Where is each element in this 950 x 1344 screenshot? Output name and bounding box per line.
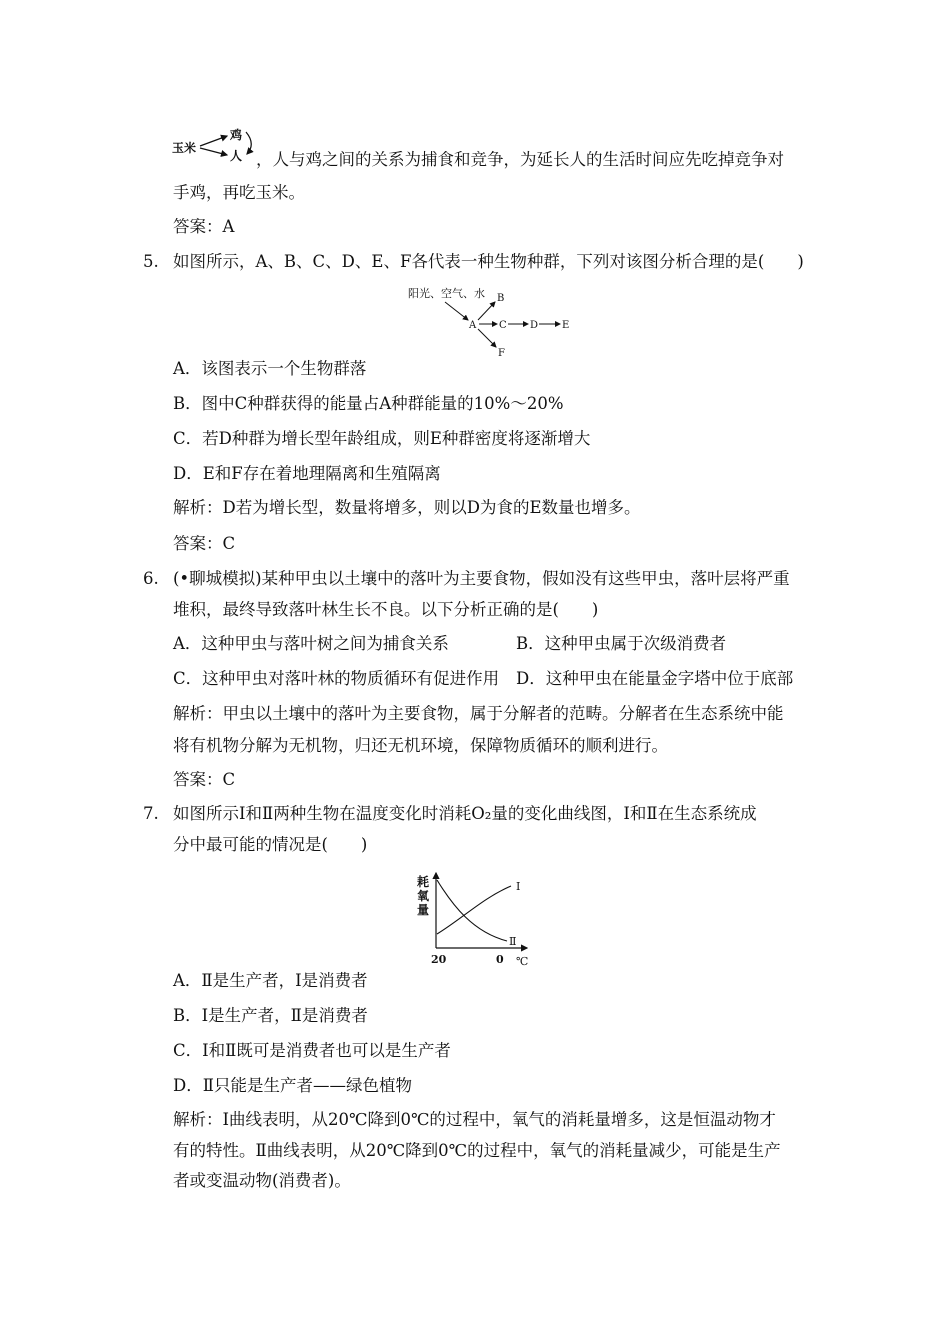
q6-analysis-line2: 将有机物分解为无机物，归还无机环境，保障物质循环的顺利进行。 [173,736,668,755]
human-label: 人 [230,149,243,163]
corn-label: 玉米 [172,141,197,155]
q6-answer: 答案：C [173,770,236,789]
q6-number: 6. [143,569,159,588]
q7-number: 7. [143,804,159,823]
chicken-label: 鸡 [230,128,243,142]
q5-option-c: C．若D种群为增长型年龄组成，则E种群密度将逐渐增大 [173,429,591,448]
q5-node-a: A [469,320,477,331]
q5-stem: 如图所示，A、B、C、D、E、F各代表一种生物种群，下列对该图分析合理的是( ) [173,252,804,271]
y-axis-label-1: 耗 [417,875,430,889]
q5-node-c: C [499,320,507,331]
q5-node-d: D [530,320,539,331]
q5-food-web-diagram [405,282,580,360]
q5-answer: 答案：C [173,534,236,553]
chicken-to-human-arrow [246,132,251,154]
q4-answer: 答案：A [173,217,235,236]
q5-node-f: F [498,348,505,359]
q6-option-a: A．这种甲虫与落叶树之间为捕食关系 [173,634,449,653]
q5-a-to-b-arrow [478,302,495,320]
q6-option-b: B．这种甲虫属于次级消费者 [516,634,727,653]
q6-analysis-line1: 解析：甲虫以土壤中的落叶为主要食物，属于分解者的范畴。分解者在生态系统中能 [173,704,784,723]
y-axis-label-2: 氧 [417,889,430,903]
corn-to-chicken-arrow [200,136,227,146]
q6-option-c: C．这种甲虫对落叶林的物质循环有促进作用 [173,669,500,688]
q5-a-to-f-arrow [478,329,496,347]
curve-I [437,886,511,934]
corn-chicken-human-diagram [170,126,260,166]
q5-node-e: E [562,320,570,331]
x-tick-20: 20 [431,953,447,966]
q5-option-a: A．该图表示一个生物群落 [173,359,367,378]
q7-option-a: A．Ⅱ是生产者，Ⅰ是消费者 [173,971,368,990]
q7-option-d: D．Ⅱ只能是生产者——绿色植物 [173,1076,412,1095]
q7-analysis-line1: 解析：Ⅰ曲线表明，从20℃降到0℃的过程中，氧气的消耗量增多，这是恒温动物才 [173,1110,776,1129]
q4-analysis-line1: ，人与鸡之间的关系为捕食和竞争，为延长人的生活时间应先吃掉竞争对 [256,150,784,169]
oxygen-consumption-chart [403,868,538,968]
curve-II-label: Ⅱ [509,935,517,948]
q5-analysis: 解析：D若为增长型，数量将增多，则以D为食的E数量也增多。 [173,498,641,517]
q6-stem-line1: (•聊城模拟)某种甲虫以土壤中的落叶为主要食物，假如没有这些甲虫，落叶层将严重 [173,569,790,588]
q7-stem-line2: 分中最可能的情况是( ) [173,835,368,854]
q7-option-c: C．Ⅰ和Ⅱ既可是消费者也可以是生产者 [173,1041,451,1060]
y-axis-label-3: 量 [417,903,430,917]
q4-analysis-line2: 手鸡，再吃玉米。 [173,183,305,202]
x-tick-0: 0 [496,953,504,966]
q5-number: 5. [143,252,159,271]
q5-option-d: D．E和F存在着地理隔离和生殖隔离 [173,464,441,483]
q7-analysis-line2: 有的特性。Ⅱ曲线表明，从20℃降到0℃的过程中，氧气的消耗量减少，可能是生产 [173,1141,781,1160]
curve-I-label: Ⅰ [516,880,521,893]
corn-to-human-arrow [200,148,227,155]
q7-stem-line1: 如图所示Ⅰ和Ⅱ两种生物在温度变化时消耗O₂量的变化曲线图，Ⅰ和Ⅱ在生态系统成 [173,804,757,823]
q6-stem-line2: 堆积，最终导致落叶林生长不良。以下分析正确的是( ) [173,600,599,619]
q5-source-to-a-arrow [445,302,468,320]
x-axis-unit: ℃ [516,955,529,968]
q7-option-b: B．Ⅰ是生产者，Ⅱ是消费者 [173,1006,368,1025]
q5-source-label: 阳光、空气、水 [408,287,485,300]
q5-option-b: B．图中C种群获得的能量占A种群能量的10%～20% [173,394,564,413]
q7-analysis-line3: 者或变温动物(消费者)。 [173,1171,351,1190]
curve-II [437,880,507,941]
q5-node-b: B [497,293,505,304]
q6-option-d: D．这种甲虫在能量金字塔中位于底部 [516,669,794,688]
